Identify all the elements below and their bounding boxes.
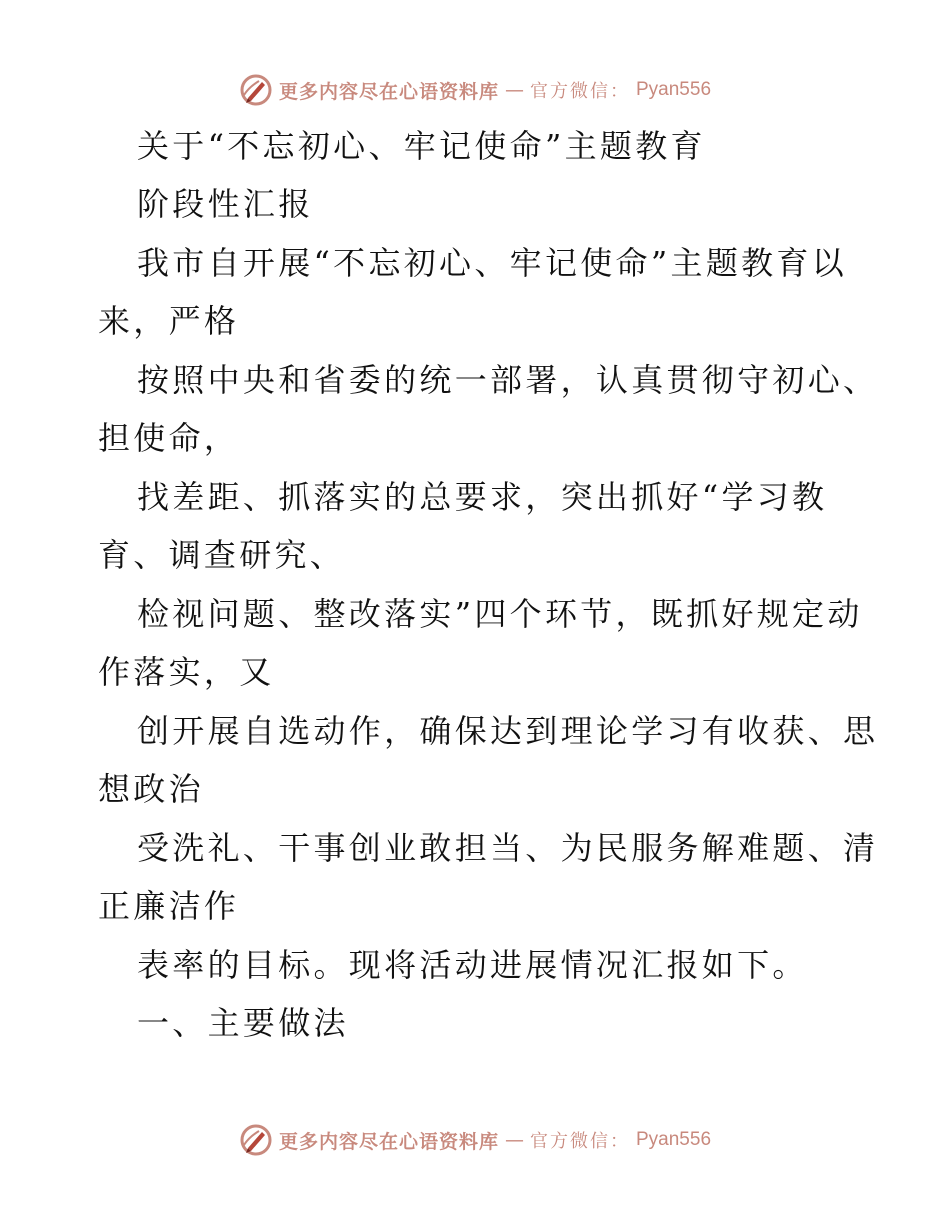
pen-logo-icon	[239, 73, 273, 107]
watermark-separator: —	[505, 1129, 524, 1151]
watermark-wechat-id: Pyan556	[636, 79, 712, 100]
pen-logo-icon	[239, 1123, 273, 1157]
paragraph-line: 正廉洁作	[98, 887, 240, 925]
header-watermark	[0, 70, 950, 110]
paragraph-line: 表率的目标。现将活动进展情况汇报如下。	[137, 946, 808, 984]
footer-watermark	[0, 1120, 950, 1160]
document-subtitle: 阶段性汇报	[137, 185, 314, 223]
paragraph-line: 找差距、抓落实的总要求，突出抓好“学习教	[137, 478, 828, 516]
watermark-text: 更多内容尽在心语资料库	[278, 1130, 499, 1153]
paragraph-line: 创开展自选动作，确保达到理论学习有收获、思	[137, 712, 879, 750]
watermark-wechat-label: 官方微信：	[530, 1131, 630, 1152]
document-title: 关于“不忘初心、牢记使命”主题教育	[137, 127, 706, 165]
watermark-text: 更多内容尽在心语资料库	[278, 80, 499, 103]
paragraph-line: 想政治	[98, 770, 204, 808]
paragraph-line: 受洗礼、干事创业敢担当、为民服务解难题、清	[137, 829, 879, 867]
paragraph-line: 来，严格	[98, 302, 240, 340]
paragraph-line: 检视问题、整改落实”四个环节，既抓好规定动	[137, 595, 863, 633]
watermark-wechat-id: Pyan556	[636, 1129, 712, 1150]
paragraph-line: 按照中央和省委的统一部署，认真贯彻守初心、	[137, 361, 879, 399]
paragraph-line: 作落实，又	[98, 653, 275, 691]
paragraph-line: 育、调查研究、	[98, 536, 346, 574]
paragraph-line: 我市自开展“不忘初心、牢记使命”主题教育以	[137, 244, 848, 282]
section-heading: 一、主要做法	[137, 1004, 349, 1042]
watermark-separator: —	[505, 79, 524, 101]
paragraph-line: 担使命，	[98, 419, 240, 457]
watermark-wechat-label: 官方微信：	[530, 81, 630, 102]
